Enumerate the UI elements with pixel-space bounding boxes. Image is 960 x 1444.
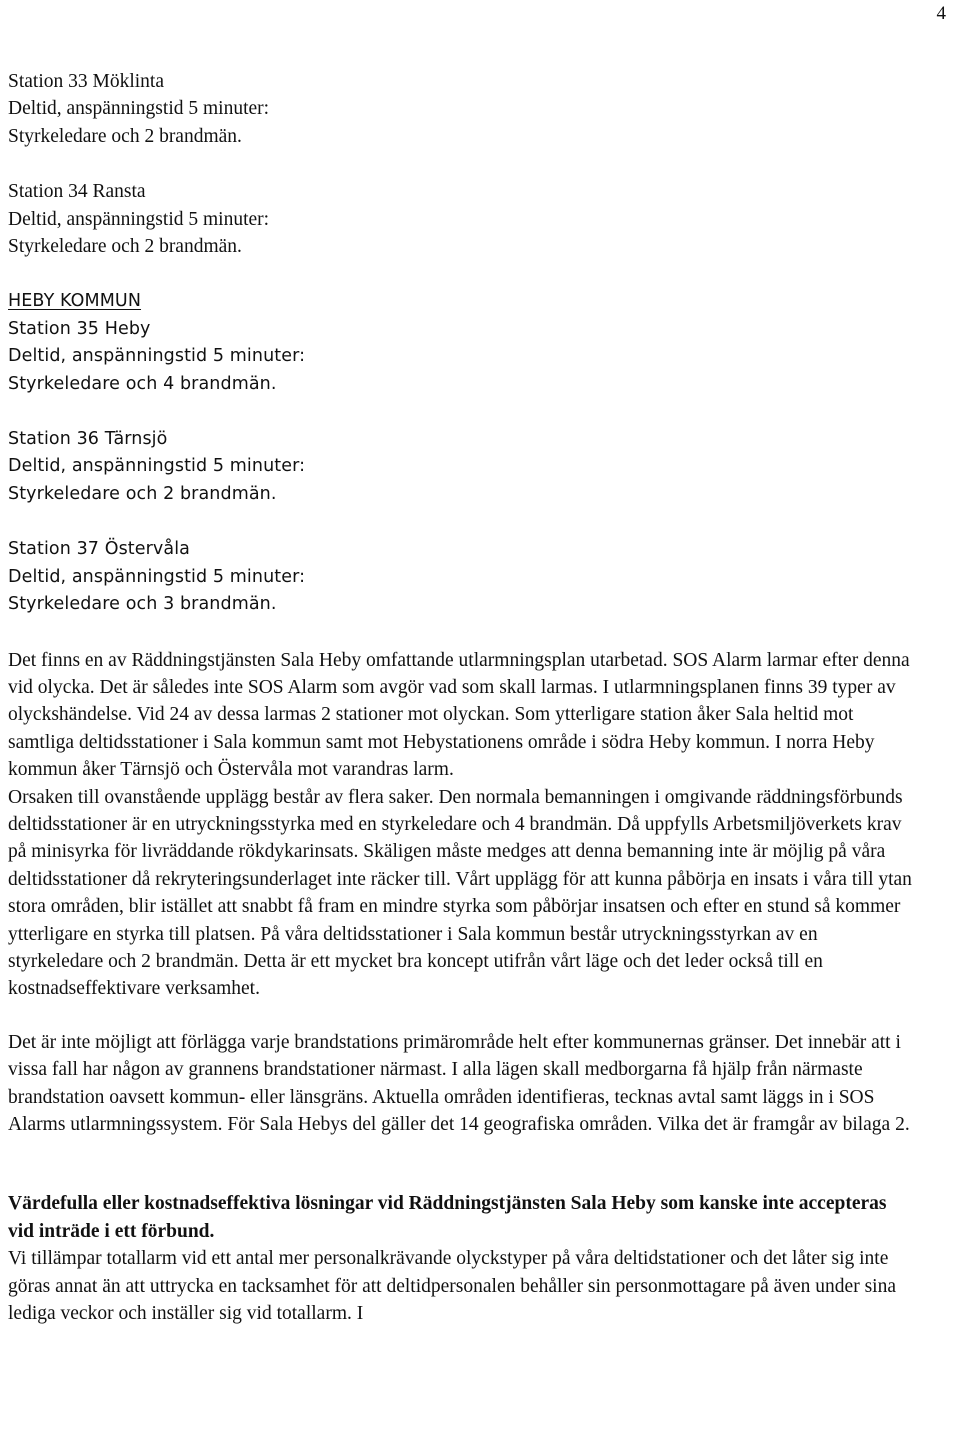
page-number: 4 bbox=[936, 3, 946, 24]
station-name: Station 36 Tärnsjö bbox=[8, 429, 168, 450]
station-block-37 bbox=[8, 536, 913, 618]
paragraph-alarm-plan: Det finns en av Räddningstjänsten Sala Heby omfattande utlarmningsplan utarbetad. SOS Alarm larmar efter denna vid olycka. Det är således inte SOS Alarm som avgör vad som skall larmas. I utlarmningsplanen finns 39 typer av olyckshändelse. Vid 24 av dessa larmas 2 stationer mot olyckan. Som ytterligare station åker Sala heltid mot samtliga deltidsstationer i Sala kommun samt mot Hebystationens område i södra Heby kommun. I norra Heby kommun åker Tärnsjö och Östervåla mot varandras larm. bbox=[8, 649, 910, 781]
paragraph-border-areas: Det är inte möjligt att förlägga varje brandstations primärområde helt efter kommunernas gränser. Det innebär att i vissa fall har någon av grannens brandstationer närmast. I alla lägen skall medborgarna få hjälp från närmaste brandstation oavsett kommun- eller länsgräns. Aktuella områden identifieras, tecknas avtal samt läggs in i SOS Alarms utlarmningssystem. För Sala Hebys del gäller det 14 geografiska områden. Vilka det är framgår av bilaga 2. bbox=[8, 1031, 910, 1135]
station-crew: Styrkeledare och 2 brandmän. bbox=[8, 236, 242, 258]
station-crew: Styrkeledare och 3 brandmän. bbox=[8, 594, 277, 615]
station-staffing: Deltid, anspänningstid 5 minuter: bbox=[8, 456, 306, 477]
station-block-34 bbox=[8, 178, 913, 260]
station-block-33 bbox=[8, 68, 913, 150]
paragraph-spacer bbox=[8, 1003, 913, 1029]
paragraph-staffing-rationale: Orsaken till ovanstående upplägg består av flera saker. Den normala bemanningen i omgivande räddningsförbunds deltidsstationer är en utryckningsstyrka med en styrkeledare och 4 brandmän. Då uppfylls Arbetsmiljöverkets krav på minisyrka för livräddande rökdykarinsats. Skäligen måste medges att denna bemanning inte är möjlig på våra deltidsstationer då rekryteringsunderlaget inte räcker till. Vårt upplägg för att kunna påbörja en insats i våra till ytan stora områden, blir istället att snabbt få fram en mindre styrka som påbörjar insatsen och efter en stund så kommer ytterligare en styrka till platsen. På våra deltidsstationer i Sala kommun består utryckningsstyrkan av en styrkeledare och 2 brandmän. Detta är ett mycket bra koncept utifrån vårt läge och det leder också till en kostnadseffektivare verksamhet. bbox=[8, 786, 912, 1000]
station-crew: Styrkeledare och 4 brandmän. bbox=[8, 373, 277, 394]
paragraph-spacer bbox=[8, 1164, 913, 1190]
station-staffing: Deltid, anspänningstid 5 minuter: bbox=[8, 98, 270, 120]
station-name: Station 34 Ransta bbox=[8, 181, 146, 203]
station-staffing: Deltid, anspänningstid 5 minuter: bbox=[8, 208, 270, 230]
station-block-36 bbox=[8, 426, 913, 508]
station-name: Station 35 Heby bbox=[8, 318, 151, 339]
municipality-heading: HEBY KOMMUN bbox=[8, 291, 142, 312]
station-crew: Styrkeledare och 2 brandmän. bbox=[8, 125, 242, 147]
document-body bbox=[8, 68, 913, 1327]
paragraph-spacer bbox=[8, 1138, 913, 1164]
station-staffing: Deltid, anspänningstid 5 minuter: bbox=[8, 346, 306, 367]
station-name: Station 37 Östervåla bbox=[8, 539, 190, 560]
station-crew: Styrkeledare och 2 brandmän. bbox=[8, 483, 277, 504]
station-staffing: Deltid, anspänningstid 5 minuter: bbox=[8, 566, 306, 587]
station-name: Station 33 Möklinta bbox=[8, 71, 164, 92]
section-heading: Värdefulla eller kostnadseffektiva lösningar vid Räddningstjänsten Sala Heby som kanske inte accepteras vid inträde i ett förbund. bbox=[8, 1193, 887, 1242]
paragraph-total-alarm: Vi tillämpar totallarm vid ett antal mer personalkrävande olyckstyper på våra deltidstationer och det låter sig inte göras annat än att uttrycka en tacksamhet för att deltidpersonalen behåller sin personmottagare på även under sina lediga veckor och inställer sig vid totallarm. I bbox=[8, 1248, 896, 1325]
station-block-35 bbox=[8, 288, 913, 398]
